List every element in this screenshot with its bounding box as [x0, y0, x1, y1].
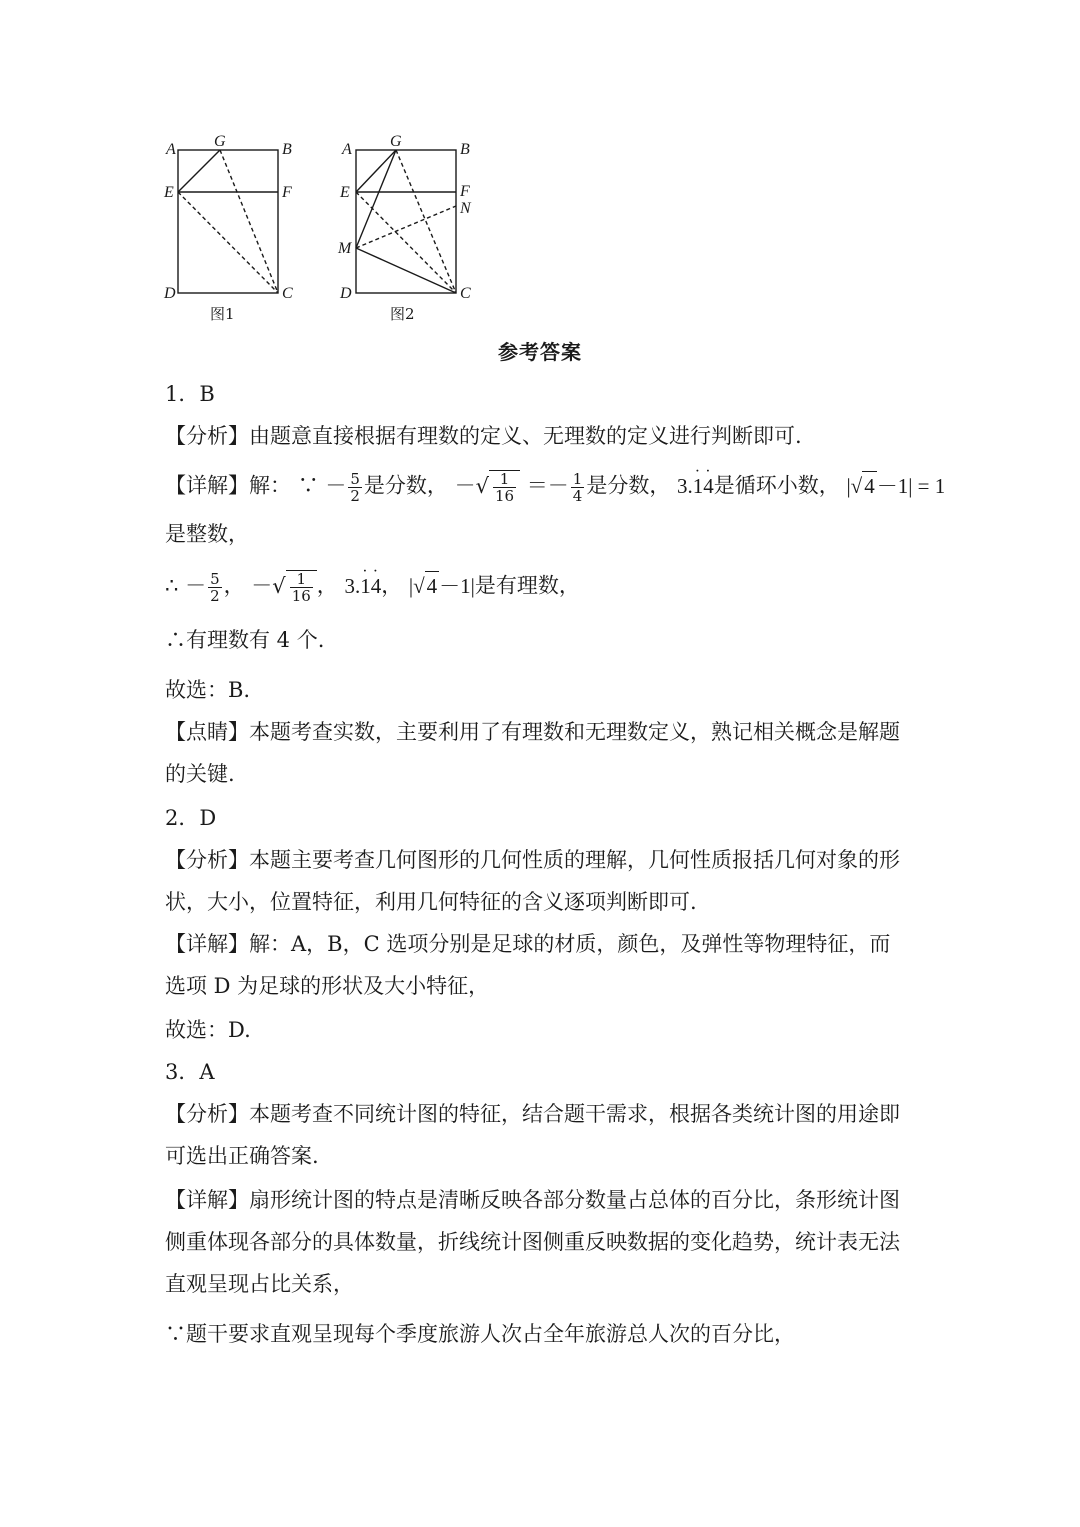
q3-analysis-2: 可选出正确答案. [165, 1144, 319, 1168]
fig1-label-e: E [164, 184, 174, 201]
figures-svg [150, 120, 490, 330]
q1-detail-prefix: 【详解】解： [165, 473, 291, 498]
q1-comment-1: 【点睛】本题考查实数，主要利用了有理数和无理数定义，熟记相关概念是解题 [165, 720, 900, 744]
fraction-denominator: 16 [495, 487, 515, 505]
sqrt-radicand: 4 [862, 471, 877, 500]
fraction-5-2 [348, 471, 362, 504]
fraction-denominator: 16 [291, 587, 311, 605]
q2-analysis-1: 【分析】本题主要考查几何图形的几何性质的理解，几何性质报括几何对象的形 [165, 848, 900, 872]
fig2-label-c: C [460, 285, 471, 302]
neg-sign: － [454, 473, 476, 498]
sqrt-1-16: √ $\frac{1}{16}$ [272, 570, 316, 604]
fig2-label-n: N [460, 200, 471, 217]
fraction-5-2 [208, 571, 222, 604]
fig1-line-ec [178, 192, 278, 293]
fig2-line-mc [356, 248, 456, 293]
q2-choice: 故选：D. [165, 1018, 251, 1042]
fig1-label-b: B [282, 141, 292, 158]
fig2-line-gc [396, 150, 456, 293]
decimal-part: 3. [677, 473, 693, 498]
text-is-rational: 是有理数， [474, 573, 580, 598]
fig1-line-gc [220, 150, 278, 293]
q3-detail-3: 直观呈现占比关系， [165, 1272, 354, 1296]
sqrt-radicand: 4 [425, 571, 440, 600]
q2-detail-2: 选项 D 为足球的形状及大小特征， [165, 974, 490, 998]
because-symbol: ∵ [297, 473, 319, 498]
fig1-caption: 图1 [210, 305, 235, 323]
text-is-fraction: 是分数， [363, 473, 448, 498]
fig2-label-f: F [460, 183, 470, 200]
fraction-denominator: 2 [210, 586, 220, 605]
fig2-caption: 图2 [390, 305, 415, 323]
abs-rest: －1| = 1 [876, 473, 946, 498]
geometry-figures [150, 120, 490, 330]
sqrt-1-16: √ $\frac{1}{16}$ [476, 470, 520, 504]
q1-detail-line [165, 470, 945, 504]
fig1-line-eg [178, 150, 220, 192]
answer-heading: 参考答案 [498, 340, 582, 364]
fraction-denominator: 4 [572, 486, 583, 505]
comma: ， [381, 573, 403, 598]
fraction-numerator: 1 [572, 469, 583, 488]
q1-analysis: 【分析】由题意直接根据有理数的定义、无理数的定义进行判断即可. [165, 424, 802, 448]
comma: ， [223, 573, 245, 598]
fraction-numerator: 5 [350, 469, 360, 488]
repeating-digit: 4 · [371, 572, 382, 600]
fig2-label-m: M [338, 240, 352, 257]
repeating-decimal [677, 474, 714, 498]
q1-comment-2: 的关键. [165, 762, 235, 786]
fig1-label-f: F [282, 184, 292, 201]
q3-because: ∵题干要求直观呈现每个季度旅游人次占全年旅游总人次的百分比， [165, 1322, 795, 1346]
fraction-denominator: 2 [350, 486, 360, 505]
q3-number: 3．A [165, 1060, 215, 1084]
fig2-label-g: G [390, 133, 402, 150]
q2-detail-1: 【详解】解：A，B，C 选项分别是足球的材质，颜色，及弹性等物理特征，而 [165, 932, 891, 956]
q2-number: 2．D [165, 806, 217, 830]
fraction-numerator: 5 [210, 569, 220, 588]
q3-detail-1: 【详解】扇形统计图的特点是清晰反映各部分数量占总体的百分比，条形统计图 [165, 1188, 900, 1212]
text-is-repeating: 是循环小数， [713, 473, 840, 498]
q1-number: 1．B [165, 382, 215, 406]
q2-analysis-2: 状，大小，位置特征，利用几何特征的含义逐项判断即可. [165, 890, 697, 914]
neg-sign: － [325, 473, 347, 498]
repeating-decimal [344, 574, 381, 598]
fig2-label-e: E [340, 184, 350, 201]
fig2-rectangle [356, 150, 456, 293]
q1-therefore-line [165, 570, 580, 604]
fig2-line-ec [356, 192, 456, 293]
fig1-label-d: D [164, 285, 176, 302]
fig2-line-eg [356, 150, 396, 192]
abs-bar: | [846, 473, 851, 498]
abs-rest: －1| [439, 573, 475, 598]
fraction-1-4 [571, 471, 585, 504]
repeating-digit: 1 · [360, 572, 371, 600]
q3-detail-2: 侧重体现各部分的具体数量，折线统计图侧重反映数据的变化趋势，统计表无法 [165, 1230, 900, 1254]
fraction-numerator: 1 [493, 471, 516, 488]
neg-sign: － [251, 573, 273, 598]
abs-expression: |√4－1| = 1 [846, 474, 945, 498]
abs-bar: | [408, 573, 414, 598]
decimal-part: 3. [344, 573, 361, 598]
fig2-label-a: A [342, 141, 352, 158]
therefore-symbol: ∴ [165, 573, 179, 598]
q1-choice: 故选：B. [165, 678, 251, 702]
neg-sign: － [185, 573, 207, 598]
fig1-label-a: A [166, 141, 176, 158]
fig1-label-c: C [282, 285, 293, 302]
fig1-label-g: G [214, 133, 226, 150]
abs-expression: |√4－1| [409, 574, 475, 598]
equals-neg: ＝－ [526, 473, 569, 498]
figure-1 [178, 150, 278, 293]
figure-2 [356, 150, 456, 293]
q3-analysis-1: 【分析】本题考查不同统计图的特征，结合题干需求，根据各类统计图的用途即 [165, 1102, 900, 1126]
text-is-fraction: 是分数， [586, 473, 671, 498]
fig2-label-d: D [340, 285, 352, 302]
comma: ， [316, 573, 338, 598]
fig2-label-b: B [460, 141, 470, 158]
repeating-digit: 4 · [703, 472, 714, 500]
q1-detail-end: 是整数， [165, 522, 249, 546]
fraction-numerator: 1 [290, 571, 313, 588]
q1-therefore-count: ∴有理数有 4 个. [165, 628, 325, 652]
repeating-digit: 1 · [693, 472, 704, 500]
